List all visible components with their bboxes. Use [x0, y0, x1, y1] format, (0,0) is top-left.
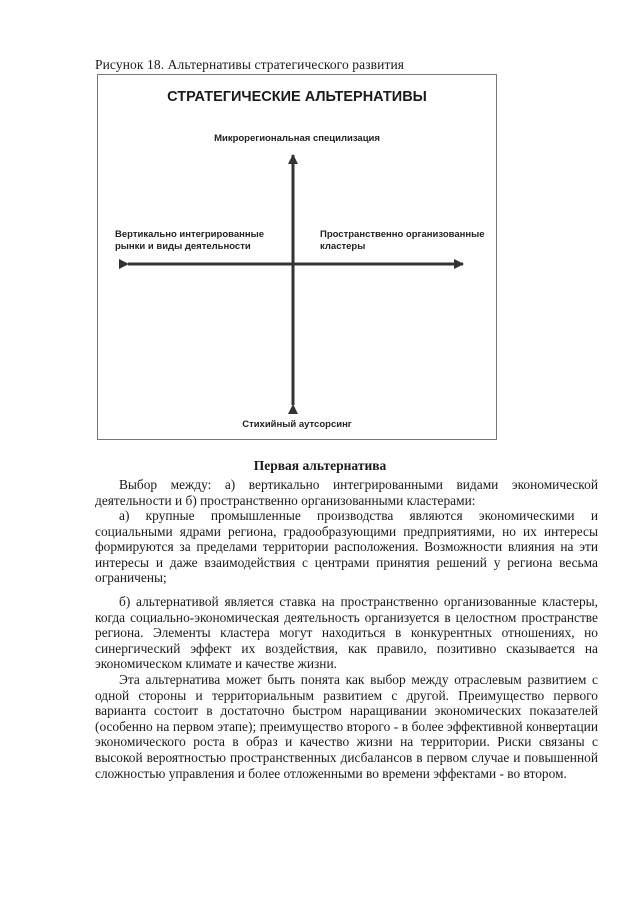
axis-label-left-line1: Вертикально интегрированные	[115, 229, 264, 240]
paragraph-2: а) крупные промышленные производства являются экономическими и социальными ядрами региона, градообразующими предприятиями, но их интересы формируются за пределами территории расположения. Возможности влияния на эти интересы и даже взаимодействия с центрами принятия решений у региона весьма ограничены;	[95, 508, 598, 586]
section-heading: Первая альтернатива	[253, 458, 387, 473]
axis-label-bottom: Стихийный аутсорсинг	[242, 419, 352, 430]
axis-label-right-line2: кластеры	[320, 241, 366, 252]
axis-label-top: Микрорегиональная специлизация	[214, 133, 380, 144]
axis-label-left-line2: рынки и виды деятельности	[115, 241, 251, 252]
axis-label-right-line1: Пространственно организованные	[320, 229, 485, 240]
axes-diagram	[98, 75, 496, 439]
figure-caption: Рисунок 18. Альтернативы стратегического развития	[95, 57, 405, 72]
paragraph-3: б) альтернативой является ставка на пространственно организованные кластеры, когда социально-экономическая деятельность организуется в целостном пространстве региона. Элементы кластера могут находиться в конкурентных отношениях, но синергический эффект их воздействия, как правило, позитивно сказывается на экономическом климате и качестве жизни.	[95, 594, 598, 672]
strategic-alternatives-figure	[97, 74, 497, 440]
paragraph-1: Выбор между: а) вертикально интегрированными видами экономической деятельности и б) пространственно организованными кластерами:	[95, 477, 598, 508]
figure-title: СТРАТЕГИЧЕСКИЕ АЛЬТЕРНАТИВЫ	[167, 89, 427, 105]
paragraph-4: Эта альтернатива может быть понята как выбор между отраслевым развитием с одной стороны и территориальным развитием с другой. Преимущество первого варианта состоит в достаточно быстром наращивании экономических показателей (особенно на первом этапе); преимущество второго - в более эффективной конвертации экономического роста в образ и качество жизни на территории. Риски связаны с высокой вероятностью пространственных дисбалансов в первом случае и повышенной сложностью управления и более отложенными во времени эффектами - во втором.	[95, 672, 598, 781]
